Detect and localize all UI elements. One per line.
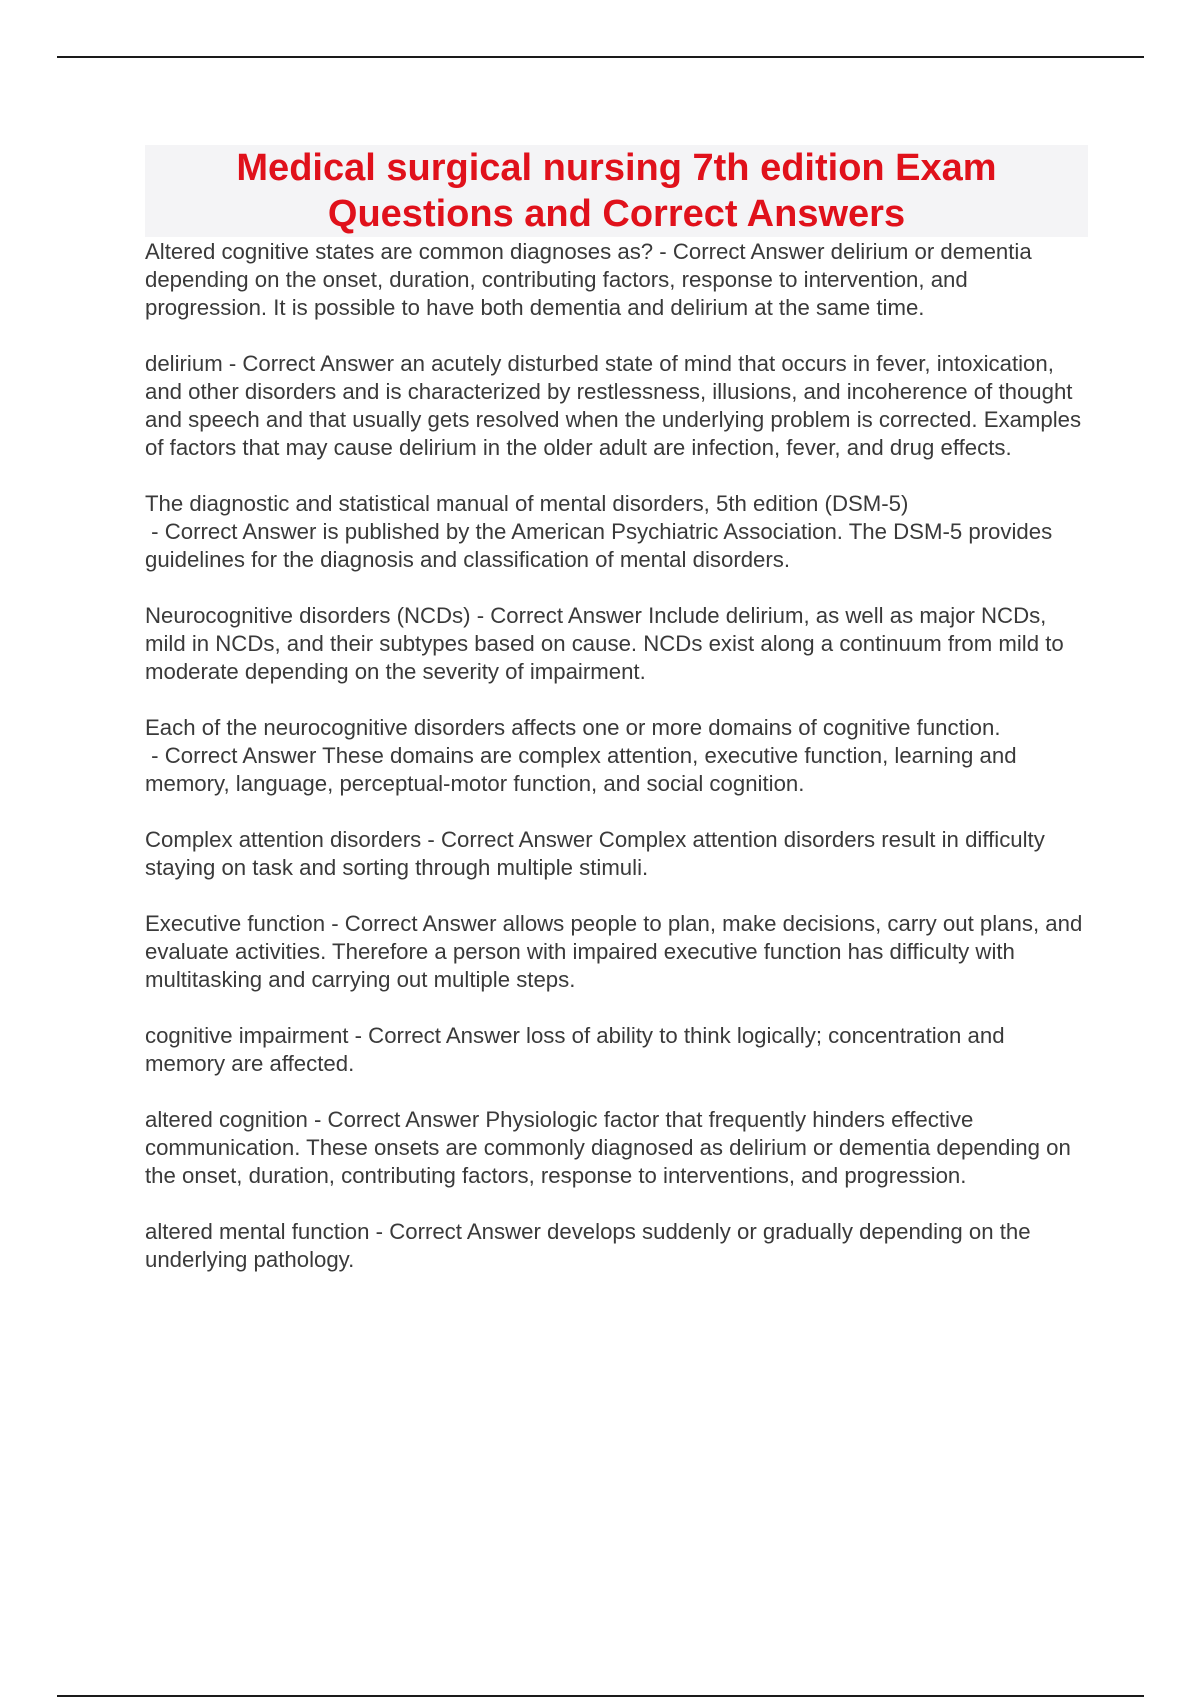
qa-term: cognitive impairment	[145, 1023, 349, 1048]
qa-item	[145, 1218, 1090, 1274]
qa-separator: - Correct Answer	[307, 1107, 486, 1132]
qa-answer: Complex attention disorders result in difficulty staying on task and sorting through multiple stimuli.	[145, 827, 1045, 880]
qa-term: Executive function	[145, 911, 326, 936]
qa-item	[145, 826, 1090, 882]
qa-answer: Physiologic factor that frequently hinders effective communication. These onsets are commonly diagnosed as delirium or dementia depending on the onset, duration, contributing factors, response to interventions, and progression.	[145, 1107, 1071, 1188]
qa-item	[145, 350, 1090, 462]
qa-term: Each of the neurocognitive disorders affects one or more domains of cognitive function.	[145, 715, 1001, 740]
qa-separator: - Correct Answer	[145, 519, 323, 544]
qa-term: delirium	[145, 351, 223, 376]
qa-answer: loss of ability to think logically; concentration and memory are affected.	[145, 1023, 1005, 1076]
qa-answer: develops suddenly or gradually depending on the underlying pathology.	[145, 1219, 1031, 1272]
qa-answer: an acutely disturbed state of mind that occurs in fever, intoxication, and other disorders and is characterized by restlessness, illusions, and incoherence of thought and speech and that usually gets resolved when the underlying problem is corrected. Examples of factors that may cause delirium in the older adult are infection, fever, and drug effects.	[145, 351, 1082, 460]
qa-item	[145, 1022, 1090, 1078]
qa-item	[145, 1106, 1090, 1190]
qa-item	[145, 910, 1090, 994]
qa-answer: These domains are complex attention, executive function, learning and memory, language, perceptual-motor function, and social cognition.	[145, 743, 1017, 796]
qa-separator: - Correct Answer	[421, 827, 599, 852]
qa-answer: delirium or dementia depending on the onset, duration, contributing factors, response to intervention, and progression. It is possible to have both dementia and delirium at the same time.	[145, 239, 1032, 320]
qa-term: altered cognition	[145, 1107, 308, 1132]
qa-separator: - Correct Answer	[348, 1023, 527, 1048]
qa-item	[145, 238, 1090, 322]
qa-item	[145, 490, 1090, 574]
qa-term: altered mental function	[145, 1219, 370, 1244]
document-title: Medical surgical nursing 7th edition Exam Questions and Correct Answers	[236, 147, 997, 235]
qa-list	[145, 238, 1090, 1302]
top-rule	[57, 56, 1144, 58]
qa-item	[145, 714, 1090, 798]
qa-separator: - Correct Answer	[653, 239, 831, 264]
qa-term: Complex attention disorders	[145, 827, 422, 852]
qa-item	[145, 602, 1090, 686]
qa-term: Neurocognitive disorders (NCDs)	[145, 603, 471, 628]
qa-separator: - Correct Answer	[470, 603, 649, 628]
qa-term: The diagnostic and statistical manual of mental disorders, 5th edition (DSM-5)	[145, 491, 909, 516]
bottom-rule	[57, 1695, 1144, 1697]
qa-separator: - Correct Answer	[369, 1219, 548, 1244]
qa-separator: - Correct Answer	[145, 743, 323, 768]
title-band	[145, 145, 1088, 237]
qa-separator: - Correct Answer	[325, 911, 503, 936]
qa-answer: allows people to plan, make decisions, carry out plans, and evaluate activities. Therefore a person with impaired executive function has difficulty with multitasking and carrying out multiple steps.	[145, 911, 1083, 992]
qa-answer: Include delirium, as well as major NCDs, mild in NCDs, and their subtypes based on cause. NCDs exist along a continuum from mild to moderate depending on the severity of impairment.	[145, 603, 1064, 684]
qa-separator: - Correct Answer	[222, 351, 401, 376]
qa-answer: is published by the American Psychiatric Association. The DSM-5 provides guidelines for the diagnosis and classification of mental disorders.	[145, 519, 1053, 572]
qa-term: Altered cognitive states are common diagnoses as?	[145, 239, 654, 264]
